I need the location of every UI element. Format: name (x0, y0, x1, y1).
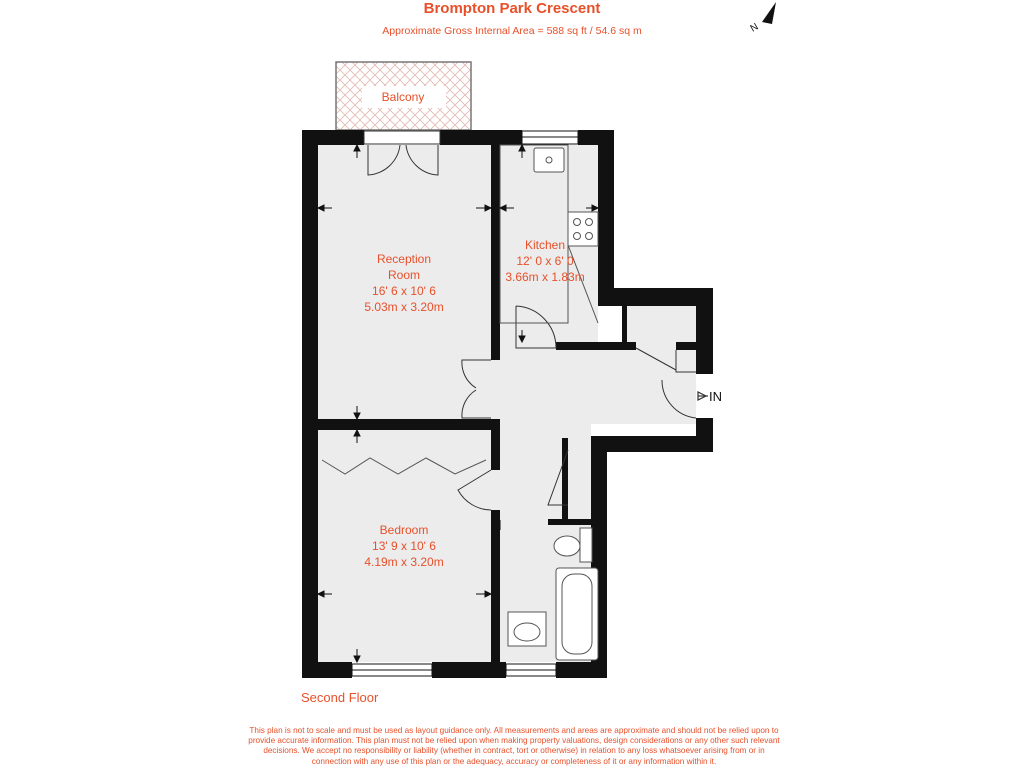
disclaimer-line: This plan is not to scale and must be used as layout guidance only. All measurements and areas are approximate and should not be relied upon to (249, 726, 779, 735)
kitchen-imperial: 12' 0 x 6' 0 (516, 254, 574, 268)
reception-name-line1: Reception (376, 252, 432, 266)
compass-icon (749, 2, 776, 35)
bedroom-name: Bedroom (379, 523, 429, 537)
bedroom-metric: 4.19m x 3.20m (364, 555, 444, 569)
entrance-arrow-icon (698, 392, 708, 400)
kitchen-metric: 3.66m x 1.83m (505, 270, 585, 284)
floor-label: Second Floor (301, 690, 379, 705)
disclaimer-line: provide accurate information. This plan must not be relied upon when making property valuations, design considerations or any other such relevant (248, 736, 780, 746)
reception-metric: 5.03m x 3.20m (364, 300, 444, 314)
reception-imperial: 16' 6 x 10' 6 (372, 284, 436, 298)
floor-fill (318, 145, 696, 662)
gross-area-subtitle: Approximate Gross Internal Area = 588 sq ft / 54.6 sq m (382, 25, 642, 37)
plan-title: Brompton Park Crescent (423, 0, 601, 17)
entrance-label: IN (709, 389, 722, 404)
compass-label: N (748, 21, 761, 35)
disclaimer (224, 726, 804, 767)
kitchen-name: Kitchen (524, 238, 566, 252)
disclaimer-line: decisions. We accept no responsibility or liability (whether in contract, tort or otherwise) in relation to any loss whatsoever arising from or in (263, 746, 765, 756)
reception-name-line2: Room (387, 268, 421, 282)
disclaimer-line: connection with any use of this plan or the adequacy, accuracy or completeness of it or any information within it. (311, 756, 717, 766)
balcony-label: Balcony (381, 90, 425, 104)
bedroom-imperial: 13' 9 x 10' 6 (372, 539, 436, 553)
